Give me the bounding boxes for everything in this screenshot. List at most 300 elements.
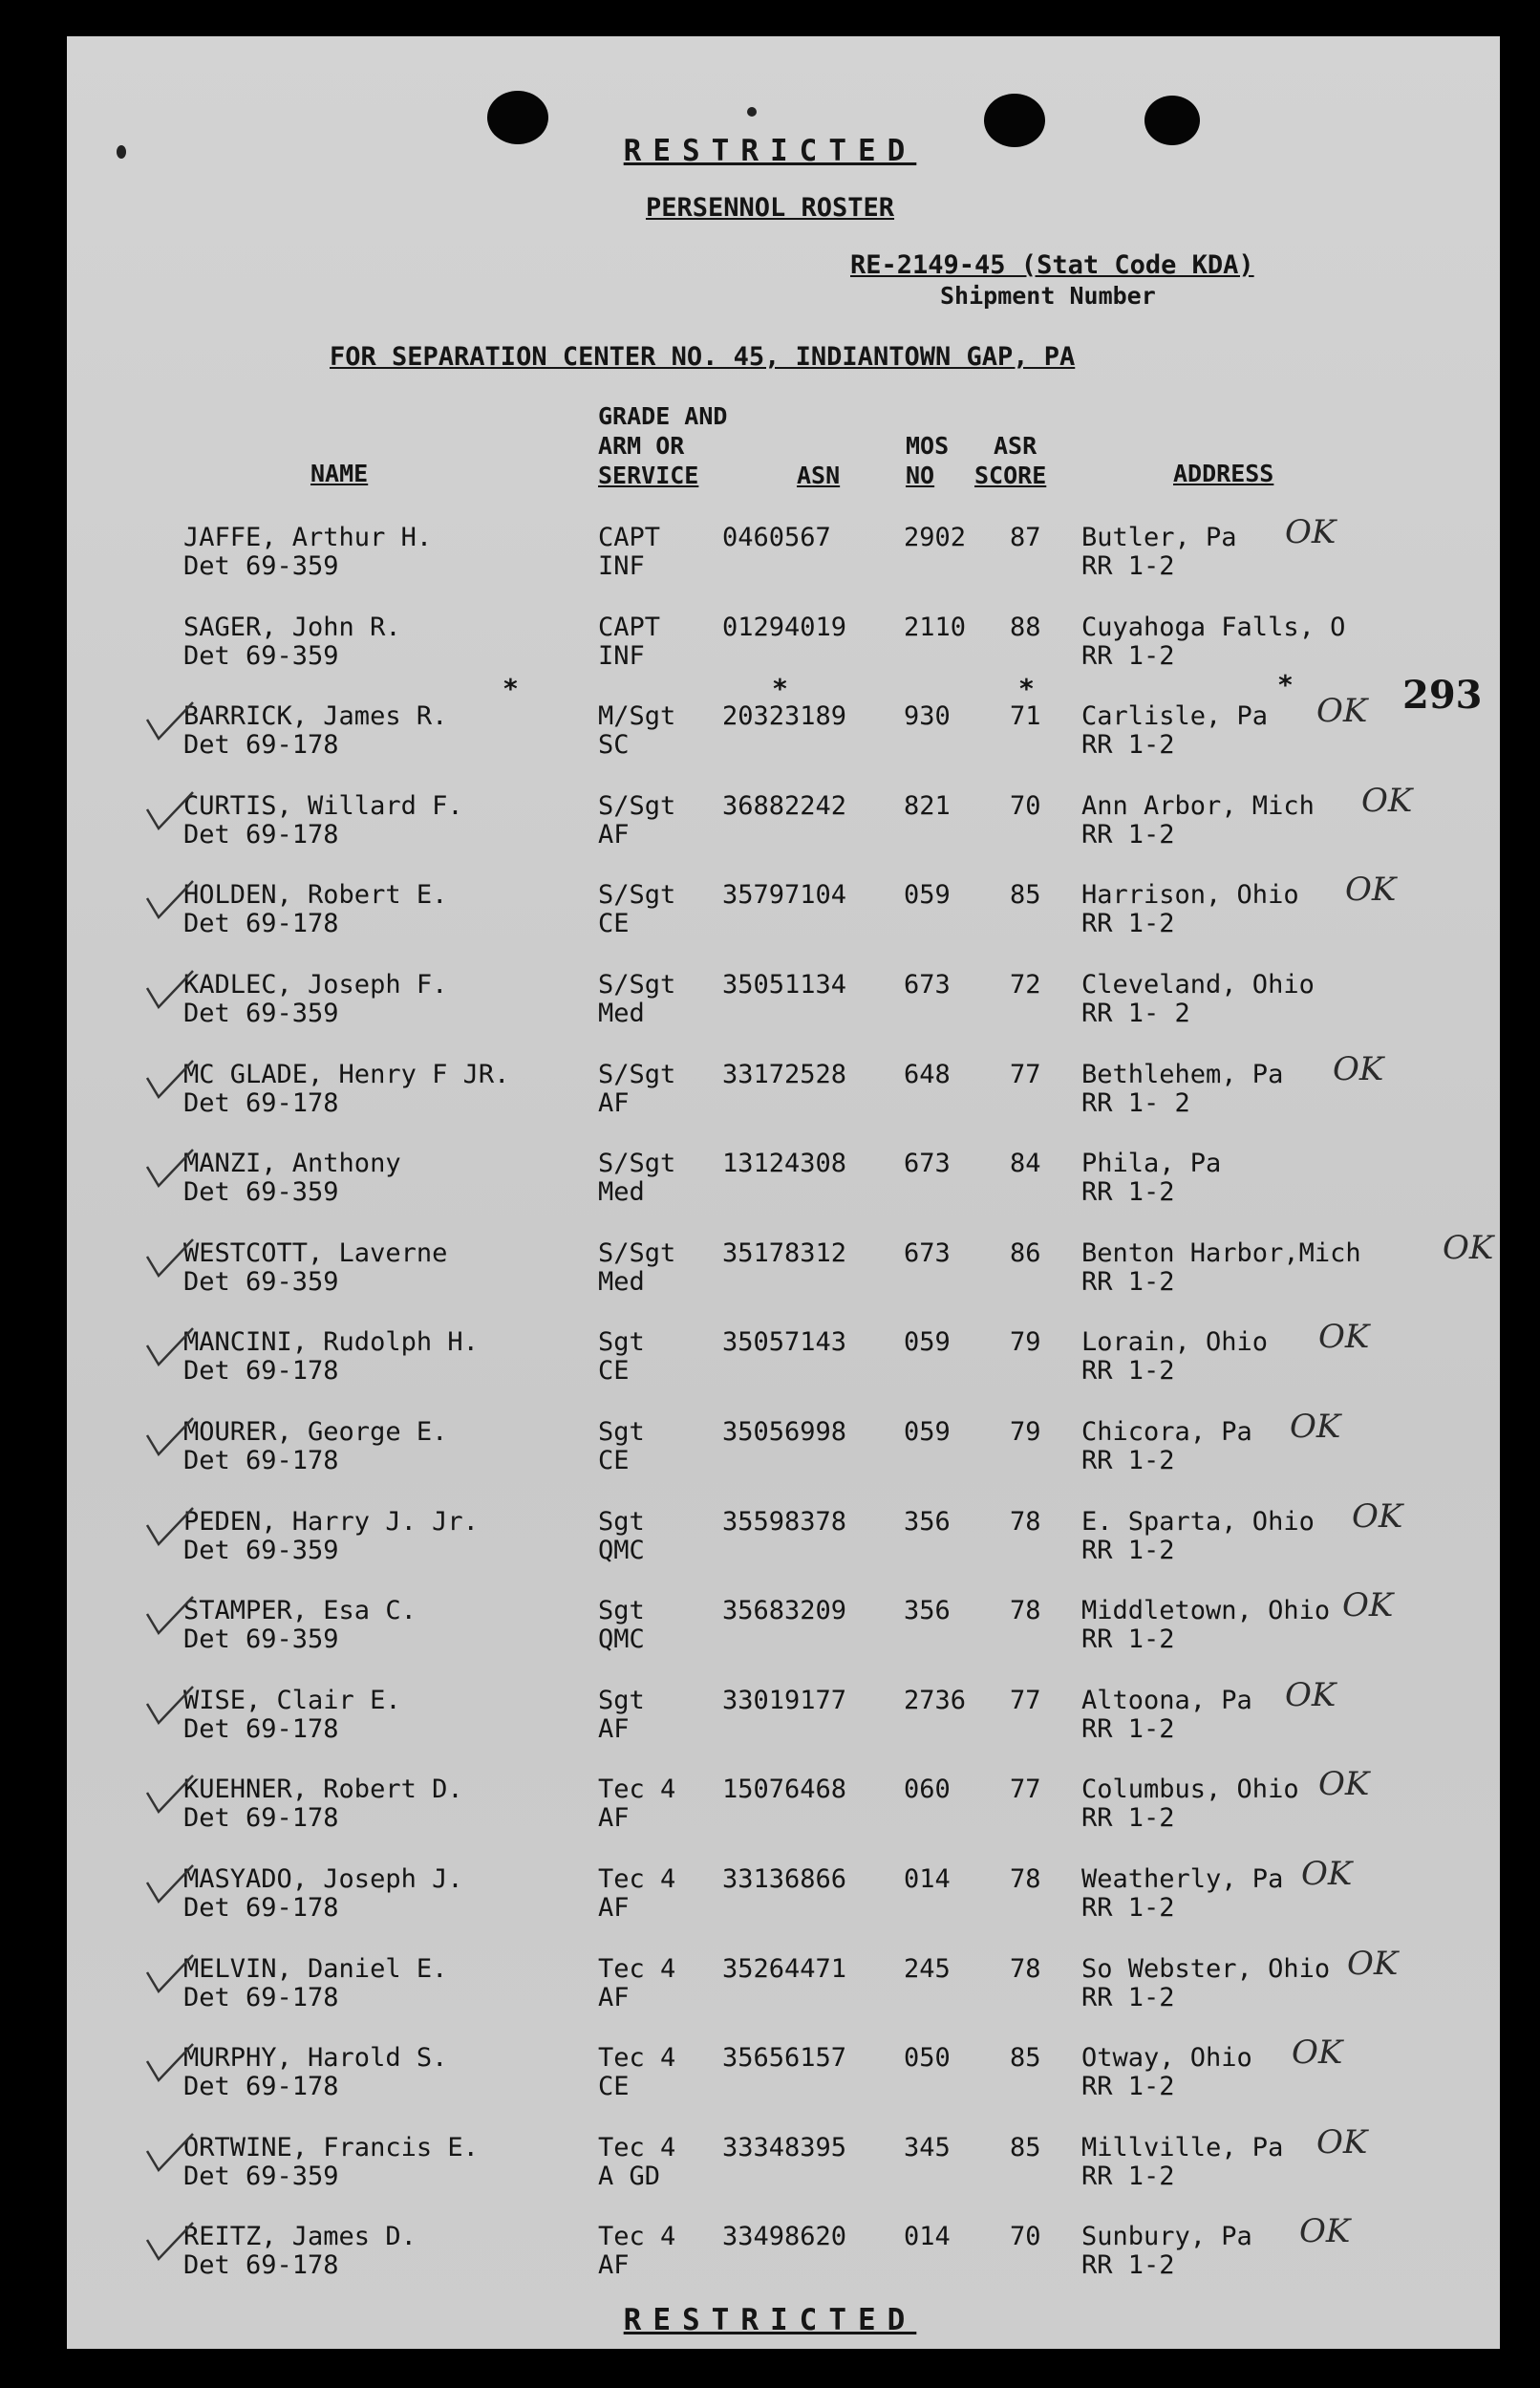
handwritten-ok-note: OK — [1345, 871, 1397, 910]
asn-cell-line: 01294019 — [722, 612, 847, 642]
score-cell — [1010, 1865, 1041, 1894]
name-cell-line: MANCINI, Rudolph H. — [183, 1327, 479, 1358]
grade-cell-line: AF — [598, 1713, 630, 1744]
asn-cell — [722, 1597, 846, 1625]
mos-cell-line: 014 — [904, 2222, 951, 2252]
asterisk-mark: * — [1018, 673, 1035, 704]
score-cell — [1010, 1061, 1041, 1089]
column-grade-header: GRADE AND ARM OR SERVICE — [598, 402, 728, 489]
asn-cell-line: 33348395 — [722, 2132, 847, 2162]
mos-cell — [904, 971, 951, 1000]
mos-cell — [904, 702, 951, 731]
grade-cell-line: AF — [598, 1893, 630, 1923]
handwritten-ok-note: OK — [1443, 1228, 1494, 1267]
checkmark-icon — [143, 1861, 197, 1909]
grade-cell-line: AF — [598, 1982, 630, 2012]
table-row — [0, 1855, 1540, 1951]
mos-cell-line: 821 — [904, 790, 951, 821]
handwritten-ok-note: OK — [1285, 1675, 1337, 1714]
address-cell-line: Cuyahoga Falls, O — [1081, 612, 1346, 642]
name-cell — [183, 1955, 447, 2012]
column-mos-header: MOS NO — [906, 432, 950, 489]
grade-cell-line: CE — [598, 909, 630, 939]
name-cell — [183, 524, 432, 581]
address-cell — [1081, 1955, 1330, 2012]
address-cell-line: RR 1-2 — [1081, 640, 1175, 671]
grade-cell-line: Tec 4 — [598, 1953, 676, 1984]
address-cell-line: Carlisle, Pa — [1081, 701, 1269, 732]
name-cell — [183, 1597, 417, 1654]
mos-cell — [904, 2044, 951, 2073]
name-cell — [183, 1508, 479, 1565]
name-cell-line: Det 69-178 — [183, 1713, 339, 1744]
address-cell-line: RR 1-2 — [1081, 1803, 1175, 1834]
table-row — [0, 1150, 1540, 1236]
address-cell-line: RR 1- 2 — [1081, 1087, 1190, 1118]
name-cell-line: MASYADO, Joseph J. — [183, 1864, 463, 1894]
name-cell-line: STAMPER, Esa C. — [183, 1596, 417, 1626]
table-row — [0, 1586, 1540, 1683]
checkmark-icon — [143, 1683, 197, 1731]
asn-cell-line: 33498620 — [722, 2222, 847, 2252]
grade-cell-line: S/Sgt — [598, 1059, 676, 1089]
name-cell — [183, 2134, 479, 2191]
address-cell — [1081, 1418, 1252, 1475]
checkmark-icon — [143, 2130, 197, 2178]
name-cell-line: Det 69-178 — [183, 2250, 339, 2281]
address-cell-line: RR 1-2 — [1081, 1624, 1175, 1655]
address-cell — [1081, 1775, 1299, 1833]
name-cell-line: MANZI, Anthony — [183, 1149, 401, 1179]
score-cell — [1010, 1150, 1041, 1178]
address-cell — [1081, 1061, 1283, 1118]
checkmark-icon — [143, 877, 197, 925]
name-cell — [183, 2223, 417, 2280]
address-cell — [1081, 971, 1315, 1028]
name-cell-line: REITZ, James D. — [183, 2222, 417, 2252]
name-cell — [183, 702, 447, 760]
grade-cell — [598, 2134, 675, 2191]
page-number-stamp: 293 — [1402, 673, 1483, 718]
address-cell — [1081, 1239, 1361, 1297]
mos-cell-line: 345 — [904, 2132, 951, 2162]
table-row — [0, 1228, 1540, 1325]
name-cell — [183, 792, 463, 850]
asterisk-mark: * — [1277, 669, 1294, 700]
asn-cell-line: 33019177 — [722, 1685, 847, 1715]
table-row — [0, 971, 1540, 1057]
asn-cell-line: 35797104 — [722, 880, 847, 911]
asn-cell — [722, 2223, 846, 2251]
score-cell — [1010, 1239, 1041, 1268]
handwritten-ok-note: OK — [1347, 1944, 1399, 1983]
address-cell-line: Sunbury, Pa — [1081, 2222, 1252, 2252]
handwritten-ok-note: OK — [1299, 2212, 1351, 2251]
mos-cell-line: 356 — [904, 1596, 951, 1626]
name-cell — [183, 1865, 463, 1923]
address-cell-line: RR 1-2 — [1081, 1982, 1175, 2012]
score-cell-line: 78 — [1010, 1953, 1041, 1984]
name-cell-line: MC GLADE, Henry F JR. — [183, 1059, 510, 1089]
grade-cell — [598, 1597, 645, 1654]
mos-cell — [904, 1597, 951, 1625]
score-cell — [1010, 524, 1041, 552]
handwritten-ok-note: OK — [1361, 781, 1413, 820]
grade-cell — [598, 881, 675, 938]
ink-speck — [747, 107, 757, 117]
asn-cell-line: 33136866 — [722, 1864, 847, 1894]
checkmark-icon — [143, 967, 197, 1015]
grade-cell-line: M/Sgt — [598, 701, 676, 732]
handwritten-ok-note: OK — [1316, 692, 1368, 731]
asn-cell — [722, 2044, 846, 2073]
grade-cell-line: Med — [598, 1177, 645, 1208]
asn-cell — [722, 1328, 846, 1357]
asn-cell-line: 0460567 — [722, 523, 831, 552]
address-cell-line: RR 1-2 — [1081, 1266, 1175, 1297]
mos-cell — [904, 1061, 951, 1089]
checkmark-icon — [143, 1772, 197, 1819]
address-cell-line: RR 1- 2 — [1081, 999, 1190, 1028]
separation-center: FOR SEPARATION CENTER NO. 45, INDIANTOWN GAP, PA — [330, 342, 1076, 372]
name-cell-line: ORTWINE, Francis E. — [183, 2132, 479, 2162]
grade-cell-line: QMC — [598, 1624, 645, 1655]
grade-cell — [598, 613, 660, 671]
name-cell — [183, 881, 447, 938]
grade-cell — [598, 2223, 675, 2280]
score-cell-line: 71 — [1010, 701, 1041, 732]
grade-cell — [598, 1865, 675, 1923]
asn-cell — [722, 881, 846, 910]
table-row — [0, 781, 1540, 878]
checkmark-icon — [143, 2219, 197, 2267]
grade-cell-line: Sgt — [598, 1685, 645, 1715]
score-cell-line: 85 — [1010, 880, 1041, 911]
address-cell-line: Ann Arbor, Mich — [1081, 790, 1315, 821]
address-cell — [1081, 1328, 1268, 1386]
column-address-header: ADDRESS — [1173, 460, 1274, 487]
name-cell-line: KUEHNER, Robert D. — [183, 1775, 463, 1805]
page-title: PERSENNOL ROSTER — [645, 193, 895, 223]
asn-cell-line: 20323189 — [722, 701, 847, 732]
name-cell-line: Det 69-178 — [183, 909, 339, 939]
grade-cell-line: S/Sgt — [598, 880, 676, 911]
address-cell-line: Butler, Pa — [1081, 523, 1237, 552]
name-cell-line: Det 69-359 — [183, 999, 339, 1028]
asn-cell-line: 35178312 — [722, 1237, 847, 1268]
grade-cell — [598, 1239, 675, 1297]
asn-cell-line: 33172528 — [722, 1059, 847, 1089]
asn-cell — [722, 1865, 846, 1894]
mos-cell — [904, 1775, 951, 1804]
checkmark-icon — [143, 1951, 197, 1999]
name-cell-line: Det 69-178 — [183, 730, 339, 761]
mos-cell — [904, 881, 951, 910]
grade-cell-line: Med — [598, 1266, 645, 1297]
column-score-header: ASR SCORE — [974, 432, 1047, 489]
name-cell — [183, 1328, 479, 1386]
table-row — [0, 1049, 1540, 1147]
handwritten-ok-note: OK — [1290, 1408, 1341, 1446]
table-row — [0, 2122, 1540, 2220]
address-cell-line: RR 1-2 — [1081, 1535, 1175, 1565]
name-cell-line: Det 69-178 — [183, 1893, 339, 1923]
name-cell — [183, 1239, 447, 1297]
mos-cell — [904, 1150, 951, 1178]
handwritten-ok-note: OK — [1285, 513, 1337, 551]
address-cell-line: Cleveland, Ohio — [1081, 970, 1315, 1000]
grade-cell-line: Tec 4 — [598, 1775, 676, 1805]
grade-cell-line: CE — [598, 1446, 630, 1475]
grade-cell — [598, 971, 675, 1028]
name-cell — [183, 1150, 401, 1207]
mos-cell — [904, 1865, 951, 1894]
grade-cell-line: S/Sgt — [598, 1149, 676, 1179]
address-cell — [1081, 2044, 1252, 2101]
score-cell — [1010, 1418, 1041, 1447]
address-cell — [1081, 702, 1268, 760]
mos-cell — [904, 1955, 951, 1984]
grade-cell — [598, 792, 675, 850]
checkmark-icon — [143, 1593, 197, 1641]
column-name-header: NAME — [310, 460, 369, 487]
name-cell-line: WESTCOTT, Laverne — [183, 1237, 448, 1268]
grade-cell — [598, 702, 675, 760]
address-cell-line: RR 1-2 — [1081, 2072, 1175, 2102]
restricted-footer: RESTRICTED — [623, 2303, 917, 2337]
score-cell — [1010, 2223, 1041, 2251]
handwritten-ok-note: OK — [1352, 1496, 1403, 1536]
address-cell — [1081, 2134, 1283, 2191]
checkmark-icon — [143, 788, 197, 836]
asn-cell — [722, 1775, 846, 1804]
grade-cell — [598, 1328, 645, 1386]
asn-cell-line: 35264471 — [722, 1953, 847, 1984]
score-cell-line: 79 — [1010, 1327, 1041, 1358]
address-cell-line: Millville, Pa — [1081, 2132, 1284, 2162]
address-cell — [1081, 792, 1315, 850]
name-cell-line: Det 69-359 — [183, 2161, 339, 2191]
table-row — [0, 1496, 1540, 1594]
score-cell-line: 79 — [1010, 1417, 1041, 1447]
grade-cell-line: CE — [598, 1356, 630, 1387]
score-cell-line: 85 — [1010, 2132, 1041, 2162]
grade-cell — [598, 1508, 645, 1565]
grade-cell-line: CAPT — [598, 612, 661, 642]
score-cell-line: 78 — [1010, 1506, 1041, 1537]
name-cell-line: KADLEC, Joseph F. — [183, 970, 448, 1000]
name-cell-line: HOLDEN, Robert E. — [183, 880, 448, 911]
shipment-label: Shipment Number — [940, 282, 1156, 310]
score-cell-line: 70 — [1010, 2222, 1041, 2252]
score-cell-line: 84 — [1010, 1149, 1041, 1179]
asn-cell — [722, 702, 846, 731]
mos-cell — [904, 2223, 951, 2251]
score-cell — [1010, 2044, 1041, 2073]
grade-cell-line: S/Sgt — [598, 970, 676, 1000]
asn-cell-line: 35598378 — [722, 1506, 847, 1537]
asterisk-mark: * — [772, 673, 788, 704]
address-cell — [1081, 1865, 1283, 1923]
column-asn-header: ASN — [797, 462, 841, 489]
mos-cell — [904, 1418, 951, 1447]
grade-cell — [598, 1418, 645, 1475]
address-cell-line: Benton Harbor,Mich — [1081, 1237, 1361, 1268]
handwritten-ok-note: OK — [1342, 1586, 1394, 1625]
restricted-header: RESTRICTED — [623, 134, 917, 168]
name-cell-line: SAGER, John R. — [183, 612, 401, 642]
grade-cell-line: Tec 4 — [598, 2132, 676, 2162]
handwritten-ok-note: OK — [1316, 2122, 1368, 2162]
name-cell-line: Det 69-178 — [183, 1446, 339, 1475]
address-cell-line: Harrison, Ohio — [1081, 880, 1299, 911]
score-cell — [1010, 2134, 1041, 2162]
score-cell — [1010, 971, 1041, 1000]
score-cell — [1010, 702, 1041, 731]
name-cell — [183, 1418, 447, 1475]
address-cell-line: RR 1-2 — [1081, 819, 1175, 850]
mos-cell-line: 245 — [904, 1953, 951, 1984]
mos-cell — [904, 1328, 951, 1357]
handwritten-ok-note: OK — [1301, 1855, 1353, 1893]
score-cell — [1010, 792, 1041, 821]
name-cell-line: WISE, Clair E. — [183, 1685, 401, 1715]
score-cell-line: 77 — [1010, 1685, 1041, 1715]
address-cell-line: RR 1-2 — [1081, 1177, 1175, 1208]
name-cell — [183, 1061, 509, 1118]
grade-cell-line: Sgt — [598, 1596, 645, 1626]
score-cell-line: 72 — [1010, 970, 1041, 1000]
grade-cell-line: S/Sgt — [598, 790, 676, 821]
name-cell — [183, 2044, 447, 2101]
asn-cell — [722, 1150, 846, 1178]
asn-cell — [722, 1239, 846, 1268]
name-cell — [183, 613, 401, 671]
score-cell — [1010, 1597, 1041, 1625]
address-cell-line: RR 1-2 — [1081, 909, 1175, 939]
name-cell-line: Det 69-178 — [183, 819, 339, 850]
mos-cell-line: 050 — [904, 2043, 951, 2074]
asterisk-mark: * — [503, 673, 519, 704]
mos-cell — [904, 1239, 951, 1268]
mos-cell-line: 673 — [904, 1149, 951, 1179]
asn-cell-line: 35683209 — [722, 1596, 847, 1626]
mos-cell-line: 014 — [904, 1864, 951, 1894]
name-cell-line: Det 69-178 — [183, 1087, 339, 1118]
asn-cell-line: 36882242 — [722, 790, 847, 821]
checkmark-icon — [143, 1324, 197, 1372]
table-row — [0, 871, 1540, 967]
address-cell-line: Middletown, Ohio — [1081, 1596, 1331, 1626]
asn-cell — [722, 971, 846, 1000]
address-cell-line: RR 1-2 — [1081, 2161, 1175, 2191]
mos-cell-line: 673 — [904, 1237, 951, 1268]
address-cell-line: RR 1-2 — [1081, 1356, 1175, 1387]
mos-cell-line: 2736 — [904, 1685, 967, 1715]
table-row — [0, 1318, 1540, 1414]
address-cell — [1081, 1597, 1330, 1654]
table-row — [0, 613, 1540, 699]
score-cell — [1010, 613, 1041, 642]
name-cell-line: Det 69-359 — [183, 551, 339, 581]
grade-cell-line: INF — [598, 551, 645, 581]
name-cell-line: BARRICK, James R. — [183, 701, 448, 732]
grade-cell — [598, 1061, 675, 1118]
name-cell-line: Det 69-359 — [183, 1535, 339, 1565]
address-cell-line: E. Sparta, Ohio — [1081, 1506, 1315, 1537]
grade-cell — [598, 2044, 675, 2101]
address-cell-line: RR 1-2 — [1081, 1893, 1175, 1923]
name-cell-line: Det 69-359 — [183, 1624, 339, 1655]
score-cell — [1010, 1775, 1041, 1804]
mos-cell — [904, 1508, 951, 1537]
name-cell-line: PEDEN, Harry J. Jr. — [183, 1506, 479, 1537]
asn-cell-line: 35656157 — [722, 2043, 847, 2074]
mos-cell-line: 059 — [904, 1327, 951, 1358]
address-cell-line: Bethlehem, Pa — [1081, 1059, 1284, 1089]
mos-cell-line: 930 — [904, 701, 951, 732]
name-cell-line: Det 69-359 — [183, 1266, 339, 1297]
mos-cell-line: 356 — [904, 1506, 951, 1537]
name-cell-line: Det 69-178 — [183, 1982, 339, 2012]
address-cell-line: Otway, Ohio — [1081, 2043, 1252, 2074]
mos-cell-line: 059 — [904, 880, 951, 911]
table-row — [0, 513, 1540, 610]
grade-cell-line: CE — [598, 2072, 630, 2102]
mos-cell-line: 2902 — [904, 523, 967, 552]
asn-cell — [722, 1687, 846, 1715]
address-cell-line: So Webster, Ohio — [1081, 1953, 1331, 1984]
asn-cell-line: 13124308 — [722, 1149, 847, 1179]
grade-cell-line: Tec 4 — [598, 2043, 676, 2074]
checkmark-icon — [143, 1414, 197, 1462]
address-cell-line: RR 1-2 — [1081, 2250, 1175, 2281]
grade-cell-line: AF — [598, 819, 630, 850]
name-cell — [183, 971, 447, 1028]
score-cell-line: 87 — [1010, 523, 1041, 552]
handwritten-ok-note: OK — [1318, 1318, 1370, 1357]
mos-cell — [904, 1687, 966, 1715]
asn-cell-line: 35051134 — [722, 970, 847, 1000]
address-cell — [1081, 881, 1299, 938]
name-cell — [183, 1775, 463, 1833]
name-cell-line: JAFFE, Arthur H. — [183, 523, 433, 552]
address-cell-line: RR 1-2 — [1081, 551, 1175, 581]
asn-cell — [722, 1508, 846, 1537]
score-cell — [1010, 1508, 1041, 1537]
grade-cell-line: AF — [598, 2250, 630, 2281]
address-cell-line: Chicora, Pa — [1081, 1417, 1252, 1447]
grade-cell-line: QMC — [598, 1535, 645, 1565]
grade-cell-line: Tec 4 — [598, 2222, 676, 2252]
asn-cell-line: 15076468 — [722, 1775, 847, 1805]
address-cell-line: RR 1-2 — [1081, 1446, 1175, 1475]
address-cell — [1081, 2223, 1252, 2280]
score-cell-line: 86 — [1010, 1237, 1041, 1268]
mos-cell-line: 059 — [904, 1417, 951, 1447]
asn-cell — [722, 613, 846, 642]
table-row — [0, 2212, 1540, 2309]
asn-cell — [722, 1955, 846, 1984]
address-cell — [1081, 1508, 1315, 1565]
address-cell-line: Phila, Pa — [1081, 1149, 1222, 1179]
asn-cell — [722, 2134, 846, 2162]
name-cell-line: MOURER, George E. — [183, 1417, 448, 1447]
score-cell-line: 77 — [1010, 1775, 1041, 1805]
score-cell — [1010, 1687, 1041, 1715]
name-cell-line: Det 69-178 — [183, 1356, 339, 1387]
asn-cell-line: 35057143 — [722, 1327, 847, 1358]
